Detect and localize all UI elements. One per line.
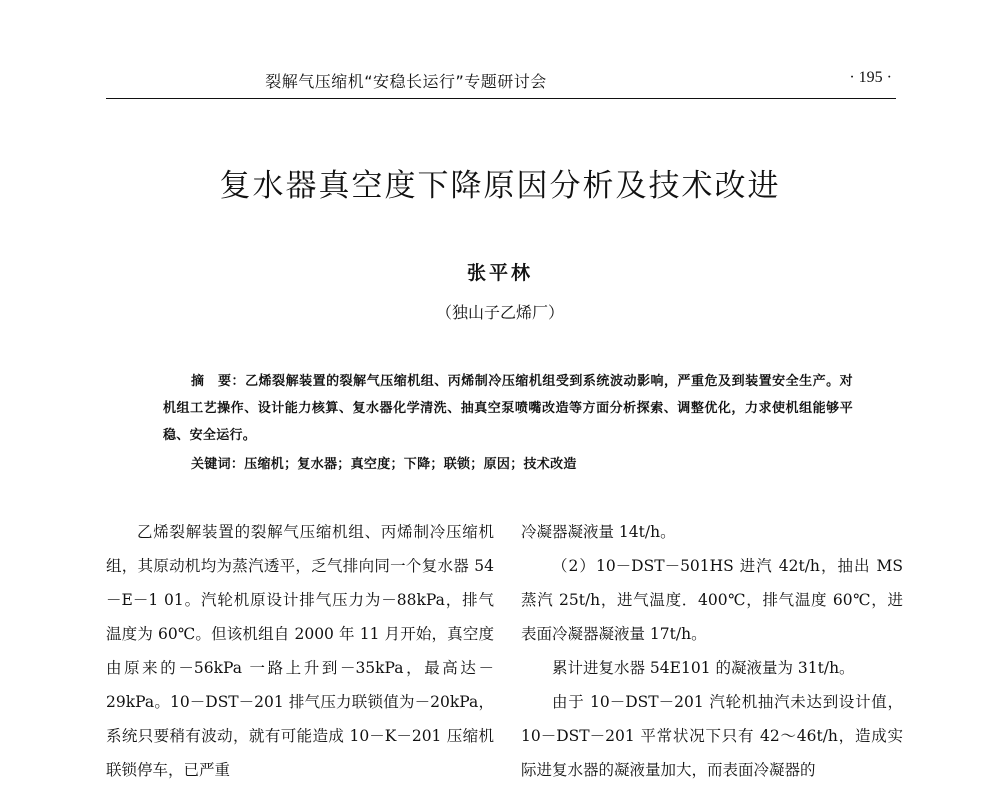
body-right-column xyxy=(521,515,903,779)
author-affiliation: （独山子乙烯厂） xyxy=(435,303,564,322)
page-number: · 195 · xyxy=(849,69,892,86)
body-paragraph: （2）10－DST－501HS 进汽 42t/h，抽出 MS 蒸汽 25t/h，进气温度．400℃，排气温度 60℃，进表面冷凝器凝液量 17t/h。 xyxy=(521,557,903,643)
body-paragraph: 乙烯裂解装置的裂解气压缩机组、丙烯制冷压缩机组，其原动机均为蒸汽透平，乏气排向同一个复水器 54－E－1 01。汽轮机原设计排气压力为－88kPa，排气温度为 60℃。但该机组自 2000 年 11 月开始，真空度由原来的－56kPa 一路上升到－35kPa，最高达－29kPa。10－DST－201 排气压力联锁值为－20kPa，系统只要稍有波动，就有可能造成 10－K－201 压缩机联锁停车，已严重 xyxy=(106,523,494,779)
keywords-text: 压缩机；复水器；真空度；下降；联锁；原因；技术改造 xyxy=(244,457,577,472)
keywords xyxy=(191,453,851,472)
body-paragraph: 冷凝器凝液量 14t/h。 xyxy=(521,523,676,541)
body-paragraph: 累计进复水器 54E101 的凝液量为 31t/h。 xyxy=(552,659,855,677)
running-header xyxy=(106,64,896,94)
article-title: 复水器真空度下降原因分析及技术改进 xyxy=(219,168,781,204)
running-title: 裂解气压缩机“安稳长运行”专题研讨会 xyxy=(265,72,547,91)
abstract xyxy=(163,368,853,449)
author-name: 张平林 xyxy=(466,262,533,284)
keywords-label: 关键词： xyxy=(191,457,245,472)
header-rule xyxy=(106,98,896,99)
abstract-label: 摘 要： xyxy=(191,374,246,389)
abstract-text: 乙烯裂解装置的裂解气压缩机组、丙烯制冷压缩机组受到系统波动影响，严重危及到装置安全生产。对机组工艺操作、设计能力核算、复水器化学清洗、抽真空泵喷嘴改造等方面分析探索、调整优化，力求使机组能够平稳、安全运行。 xyxy=(163,374,853,443)
body-left-column xyxy=(106,515,494,779)
body-paragraph: 由于 10－DST－201 汽轮机抽汽未达到设计值，10－DST－201 平常状况下只有 42～46t/h，造成实际进复水器的凝液量加大，而表面冷凝器的 xyxy=(521,693,903,779)
